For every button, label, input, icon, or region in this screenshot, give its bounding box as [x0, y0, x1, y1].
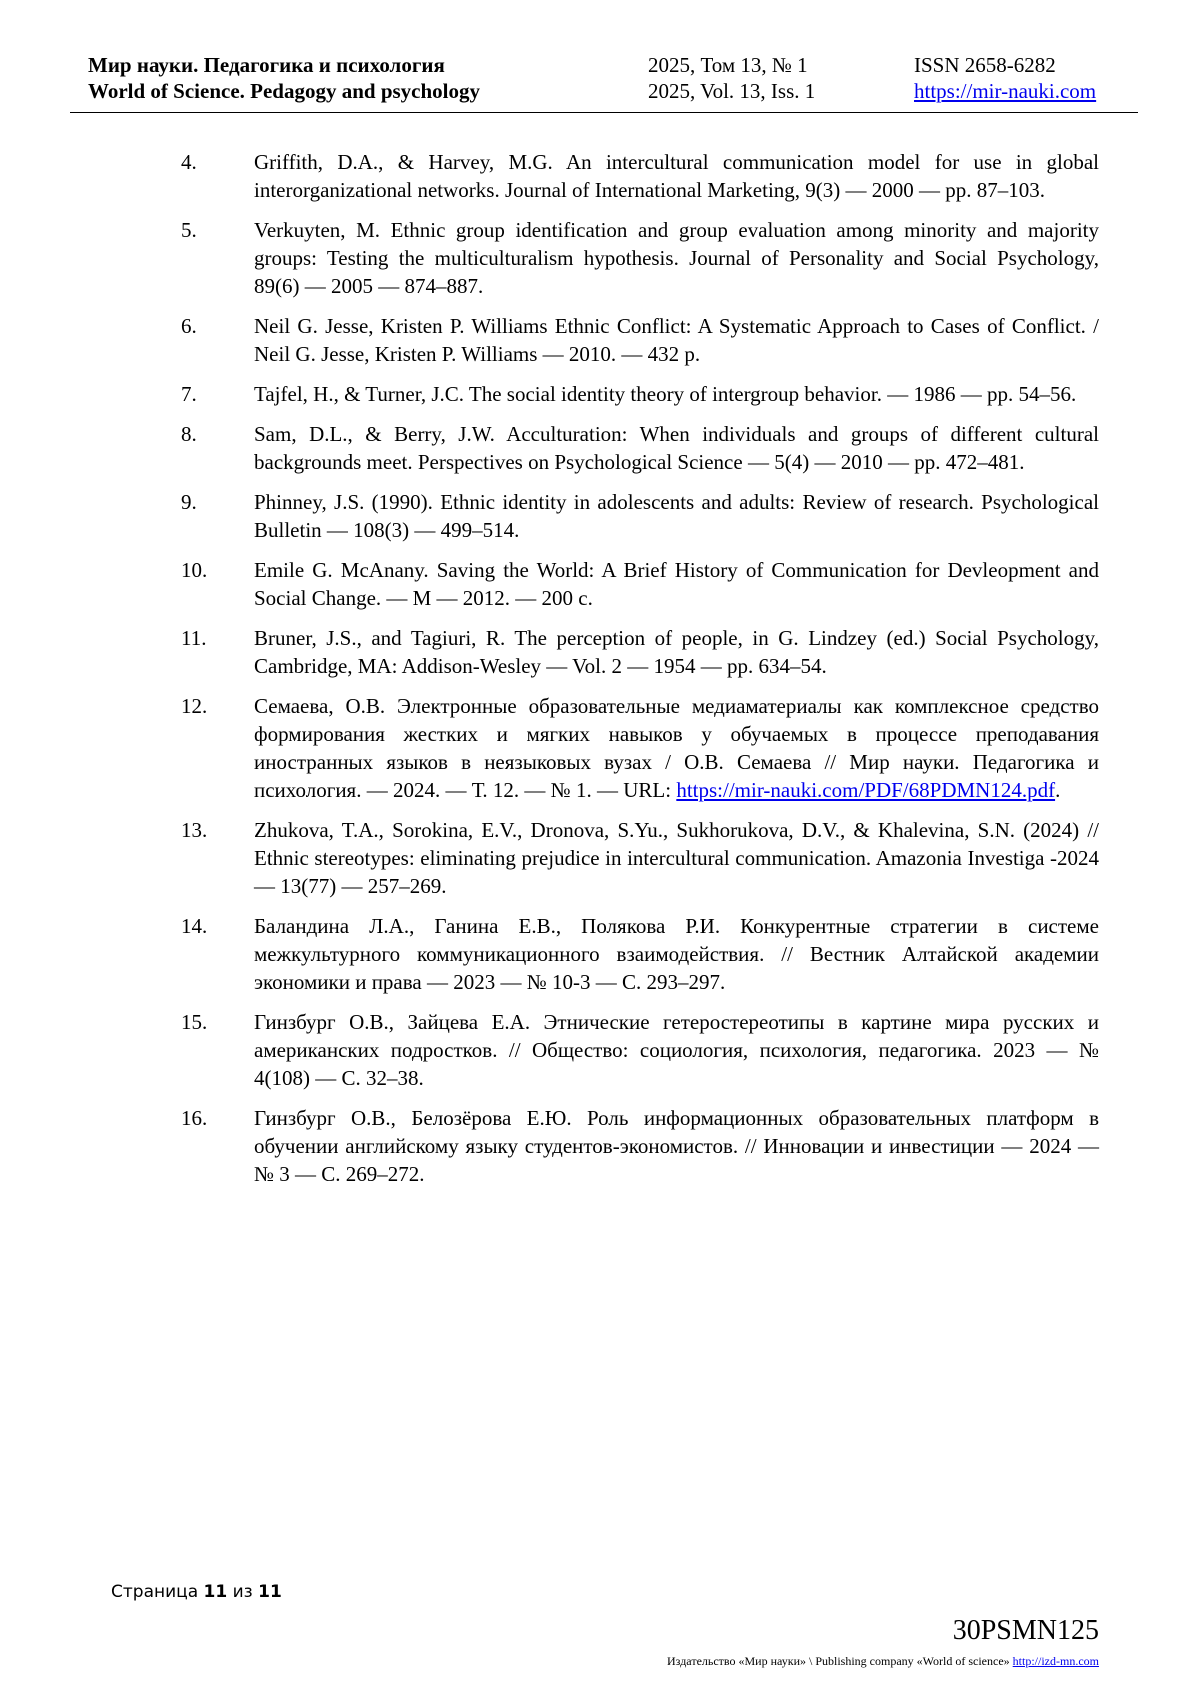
reference-item — [181, 816, 1099, 900]
page-current: 11 — [203, 1582, 228, 1602]
reference-item — [181, 624, 1099, 680]
article-code: 30PSMN125 — [952, 1615, 1099, 1646]
reference-item — [181, 1104, 1099, 1188]
reference-item — [181, 312, 1099, 368]
issn: ISSN 2658-6282 — [914, 53, 1056, 77]
page-total: 11 — [258, 1582, 282, 1602]
journal-header — [88, 52, 1120, 104]
reference-number: 5. — [181, 218, 197, 242]
reference-text: Баландина Л.А., Ганина Е.В., Полякова Р.И. Конкурентные стратегии в системе межкультурного коммуникационного взаимодействия. // Вестник Алтайской академии экономики и права — 2023 — № 10-3 — С. 293–297. — [254, 914, 1099, 994]
reference-text: Emile G. McAnany. Saving the World: A Brief History of Communication for Devleopment and Social Change. — M — 2012. — 200 c. — [254, 558, 1099, 610]
reference-text: Tajfel, H., & Turner, J.C. The social identity theory of intergroup behavior. — 1986 — pp. 54–56. — [254, 382, 1077, 406]
reference-number: 9. — [181, 490, 197, 514]
reference-text: Verkuyten, M. Ethnic group identification and group evaluation among minority and majority groups: Testing the multiculturalism hypothesis. Journal of Personality and Social Psychology, 89(6) — 2005 — 874–887. — [254, 218, 1099, 298]
reference-item — [181, 1008, 1099, 1092]
reference-item — [181, 216, 1099, 300]
reference-text: Griffith, D.A., & Harvey, M.G. An intercultural communication model for use in global interorganizational networks. Journal of International Marketing, 9(3) — 2000 — pp. 87–103. — [254, 150, 1099, 202]
journal-title-ru: Мир науки. Педагогика и психология — [88, 53, 445, 77]
reference-text: Sam, D.L., & Berry, J.W. Acculturation: When individuals and groups of different cultural backgrounds meet. Perspectives on Psychological Science — 5(4) — 2010 — pp. 472–481. — [254, 422, 1099, 474]
reference-item — [181, 380, 1099, 408]
reference-item — [181, 912, 1099, 996]
reference-text: Neil G. Jesse, Kristen P. Williams Ethnic Conflict: A Systematic Approach to Cases of Conflict. / Neil G. Jesse, Kristen P. Williams — 2010. — 432 p. — [254, 314, 1099, 366]
issue-en: 2025, Vol. 13, Iss. 1 — [648, 79, 816, 103]
publisher-text: Издательство «Мир науки» \ Publishing company «World of science» — [667, 1654, 1010, 1668]
journal-title-en: World of Science. Pedagogy and psychology — [88, 79, 481, 103]
reference-number: 6. — [181, 314, 197, 338]
reference-number: 14. — [181, 914, 208, 938]
reference-number: 12. — [181, 694, 208, 718]
reference-item — [181, 148, 1099, 204]
reference-text: Гинзбург О.В., Зайцева Е.А. Этнические гетеростереотипы в картине мира русских и американских подростков. // Общество: социология, психология, педагогика. 2023 — № 4(108) — С. 32–38. — [254, 1010, 1099, 1090]
header-divider — [70, 112, 1138, 113]
reference-number: 16. — [181, 1106, 208, 1130]
publisher-link[interactable]: http://izd-mn.com — [1012, 1654, 1099, 1668]
reference-text: Phinney, J.S. (1990). Ethnic identity in adolescents and adults: Review of research. Psychological Bulletin — 108(3) — 499–514. — [254, 490, 1099, 542]
issue-ru: 2025, Том 13, № 1 — [648, 53, 808, 77]
reference-number: 7. — [181, 382, 197, 406]
page-middle: из — [232, 1582, 253, 1602]
journal-url-link[interactable]: https://mir-nauki.com — [914, 79, 1097, 103]
reference-link[interactable]: https://mir-nauki.com/PDF/68PDMN124.pdf — [676, 778, 1056, 802]
reference-text: Zhukova, T.A., Sorokina, E.V., Dronova, S.Yu., Sukhorukova, D.V., & Khalevina, S.N. (2024) // Ethnic stereotypes: eliminating prejudice in intercultural communication. Amazonia Investiga -2024 — 13(77) — 257–269. — [254, 818, 1099, 898]
reference-item — [181, 556, 1099, 612]
reference-number: 15. — [181, 1010, 208, 1034]
reference-number: 4. — [181, 150, 197, 174]
reference-text-end: . — [1055, 778, 1061, 802]
reference-text-body: Семаева, О.В. Электронные образовательные медиаматериалы как комплексное средство формирования жестких и мягких навыков у обучаемых в процессе преподавания иностранных языков в неязыковых вузах / О.В. Семаева // Мир науки. Педагогика и психология. — 2024. — Т. 12. — № 1. — URL: — [254, 694, 1099, 802]
page-prefix: Страница — [111, 1582, 199, 1602]
reference-number: 10. — [181, 558, 208, 582]
reference-number: 8. — [181, 422, 197, 446]
reference-item — [181, 420, 1099, 476]
page-counter — [111, 1582, 282, 1602]
reference-text: Гинзбург О.В., Белозёрова Е.Ю. Роль информационных образовательных платформ в обучении английскому языку студентов-экономистов. // Инновации и инвестиции — 2024 — № 3 — С. 269–272. — [254, 1106, 1099, 1186]
reference-text: Bruner, J.S., and Tagiuri, R. The perception of people, in G. Lindzey (ed.) Social Psychology, Cambridge, MA: Addison-Wesley — Vol. 2 — 1954 — pp. 634–54. — [254, 626, 1099, 678]
reference-number: 13. — [181, 818, 208, 842]
publisher-line — [667, 1654, 1099, 1669]
reference-item — [181, 488, 1099, 544]
reference-text — [254, 692, 1099, 804]
reference-item — [181, 692, 1099, 804]
reference-number: 11. — [181, 626, 207, 650]
reference-list — [181, 148, 1099, 1200]
